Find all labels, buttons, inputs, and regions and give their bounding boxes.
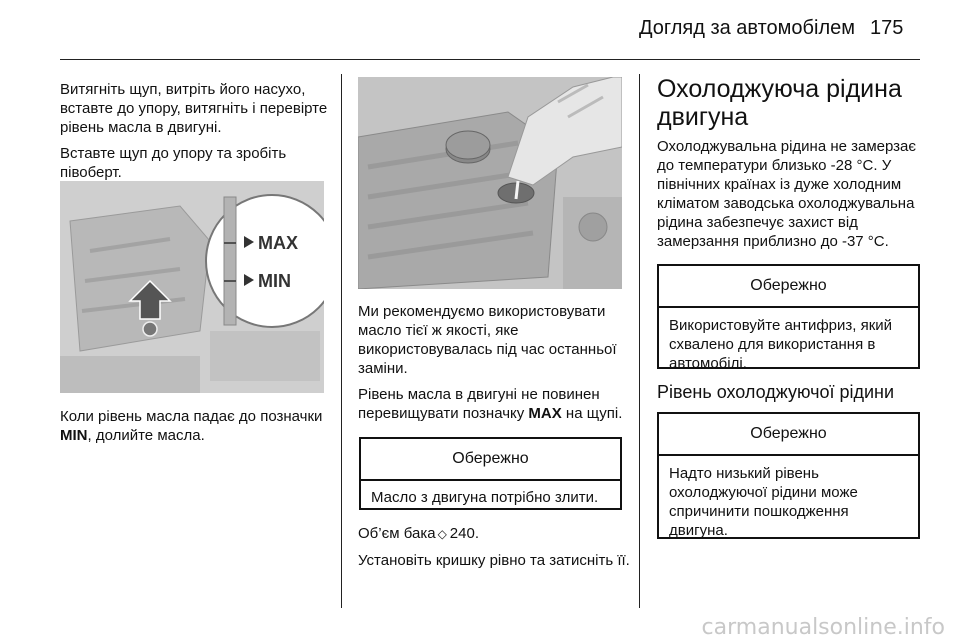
column-3 (657, 75, 927, 258)
paragraph-min-level: Коли рівень масла падає до позначки MIN, долийте масла. (60, 408, 323, 444)
site-watermark: carmanualsonline.info (701, 615, 945, 640)
paragraph-oil-quality: Ми рекомендуємо використовувати масло тієї ж якості, яке використовувалась під час останньої заміни. (358, 303, 617, 377)
column-divider-2 (639, 74, 640, 608)
max-mark-label: MAX (258, 233, 298, 253)
column-2-bottom (358, 524, 630, 577)
page-reference-link[interactable]: ◇ 240. (436, 525, 479, 542)
running-header-title: Догляд за автомобілем (638, 17, 855, 39)
oil-filling-illustration (358, 77, 622, 289)
caution-box-antifreeze (657, 264, 920, 372)
column-1-bottom (60, 407, 332, 452)
header-rule (60, 59, 920, 60)
dipstick-illustration (60, 181, 324, 393)
caution-text: Використовуйте антифриз, який схвалено для використання в автомобілі. (669, 317, 893, 372)
caution-box-coolant-level (657, 412, 920, 539)
page-number: 175 (870, 17, 904, 39)
paragraph-tank-volume: Об’єм бака◇ 240. (358, 524, 630, 544)
paragraph-dipstick-check: Витягніть щуп, витріть його насухо, вставте до упору, витягніть і перевірте рівень масла в двигуні. (60, 81, 328, 136)
paragraph-install-cap: Установіть кришку рівно та затисніть її. (358, 552, 630, 569)
caution-title: Обережно (361, 439, 620, 481)
paragraph-dipstick-insert: Вставте щуп до упору та зробіть півоберт. (60, 145, 287, 181)
paragraph-coolant-freeze: Охолоджувальна рідина не замерзає до температури близько -28 °C. У північних країнах із дуже холодним кліматом заводська охолоджувальна рідина забезпечує захист від замерзання приблизно до -37 °C. (657, 138, 917, 250)
column-1 (60, 80, 332, 189)
caution-title: Обережно (659, 266, 918, 308)
column-2 (358, 302, 630, 430)
section-heading-coolant: Охолоджуюча рідина двигуна (657, 75, 902, 131)
caution-text: Масло з двигуна потрібно злити. (371, 489, 599, 506)
caution-box-oil (359, 437, 622, 510)
column-divider-1 (341, 74, 342, 608)
subheading-coolant-level: Рівень охолоджуючої рідини (657, 382, 895, 402)
paragraph-oil-max: Рівень масла в двигуні не повинен перевищувати позначку MAX на щупі. (358, 386, 623, 422)
caution-text: Надто низький рівень охолоджуючої рідини може спричинити пошкодження двигуна. (669, 465, 858, 539)
min-mark-label: MIN (258, 271, 291, 291)
caution-title: Обережно (659, 414, 918, 456)
